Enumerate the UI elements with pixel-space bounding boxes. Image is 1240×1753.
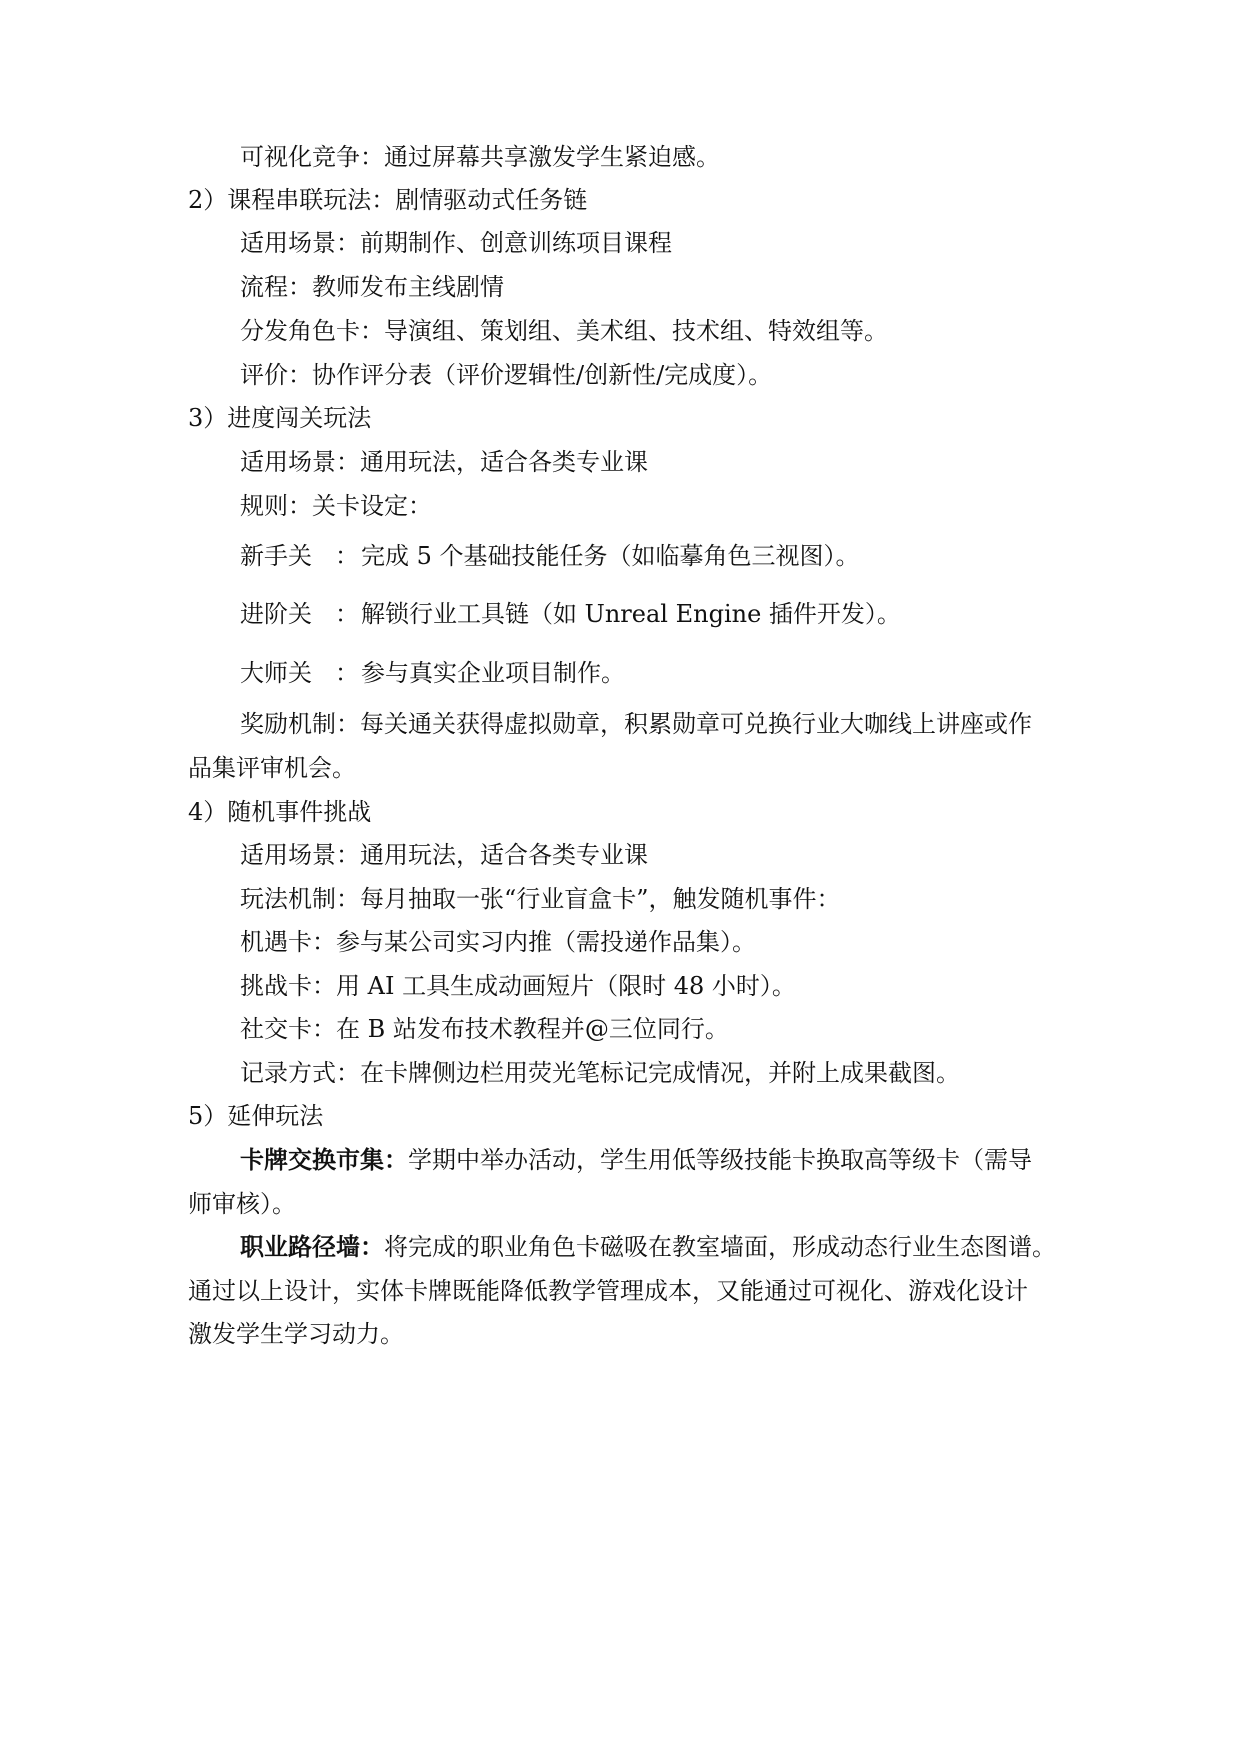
- heading-course-linking: 2）课程串联玩法：剧情驱动式任务链: [188, 186, 588, 214]
- level-item: [0, 539, 1240, 573]
- paragraph-text: 学期中举办活动，学生用低等级技能卡换取高等级卡（需导: [408, 1146, 1032, 1174]
- heading-progress-levels: 3）进度闯关玩法: [188, 404, 372, 432]
- bold-lead: 职业路径墙：: [240, 1232, 384, 1261]
- level-colon: ：: [335, 542, 359, 570]
- paragraph-recording: 记录方式：在卡牌侧边栏用荧光笔标记完成情况，并附上成果截图。: [240, 1059, 960, 1087]
- level-colon: ：: [335, 659, 359, 687]
- paragraph-social-card: 社交卡：在 B 站发布技术教程并@三位同行。: [240, 1015, 729, 1043]
- paragraph-scenario: 适用场景：通用玩法，适合各类专业课: [240, 841, 648, 869]
- paragraph-career-wall: [0, 1230, 1240, 1264]
- paragraph-card-exchange: [0, 1143, 1240, 1177]
- paragraph-card-exchange-continued: 师审核）。: [188, 1190, 296, 1218]
- level-item: [0, 656, 1240, 690]
- bold-lead: 卡牌交换市集：: [240, 1145, 408, 1174]
- level-description: 解锁行业工具链（如 Unreal Engine 插件开发）。: [361, 600, 901, 628]
- paragraph-rewards-continued: 品集评审机会。: [188, 754, 356, 782]
- paragraph-scenario: 适用场景：前期制作、创意训练项目课程: [240, 229, 672, 257]
- paragraph-challenge-card: 挑战卡：用 AI 工具生成动画短片（限时 48 小时）。: [240, 972, 796, 1000]
- level-description: 参与真实企业项目制作。: [361, 659, 625, 687]
- paragraph-process: 流程：教师发布主线剧情: [240, 273, 504, 301]
- paragraph-text: 将完成的职业角色卡磁吸在教室墙面，形成动态行业生态图谱。: [384, 1233, 1056, 1261]
- level-name: 进阶关: [240, 600, 312, 628]
- heading-random-events: 4）随机事件挑战: [188, 798, 372, 826]
- level-colon: ：: [335, 600, 359, 628]
- level-name: 新手关: [240, 542, 312, 570]
- heading-extended-play: 5）延伸玩法: [188, 1102, 324, 1130]
- paragraph-opportunity-card: 机遇卡：参与某公司实习内推（需投递作品集）。: [240, 928, 756, 956]
- paragraph-conclusion: 通过以上设计，实体卡牌既能降低教学管理成本，又能通过可视化、游戏化设计: [188, 1277, 1028, 1305]
- paragraph-scenario: 适用场景：通用玩法，适合各类专业课: [240, 448, 648, 476]
- paragraph-mechanism: 玩法机制：每月抽取一张“行业盲盒卡”，触发随机事件：: [240, 885, 841, 913]
- paragraph-visual-competition: 可视化竞争：通过屏幕共享激发学生紧迫感。: [240, 143, 720, 171]
- level-name: 大师关: [240, 659, 312, 687]
- level-description: 完成 5 个基础技能任务（如临摹角色三视图）。: [361, 542, 860, 570]
- paragraph-rewards: 奖励机制：每关通关获得虚拟勋章，积累勋章可兑换行业大咖线上讲座或作: [240, 710, 1032, 738]
- paragraph-conclusion-continued: 激发学生学习动力。: [188, 1320, 404, 1348]
- paragraph-role-cards: 分发角色卡：导演组、策划组、美术组、技术组、特效组等。: [240, 317, 888, 345]
- level-item: [0, 597, 1240, 631]
- paragraph-evaluation: 评价：协作评分表（评价逻辑性/创新性/完成度）。: [240, 361, 773, 389]
- paragraph-rules: 规则：关卡设定：: [240, 492, 432, 520]
